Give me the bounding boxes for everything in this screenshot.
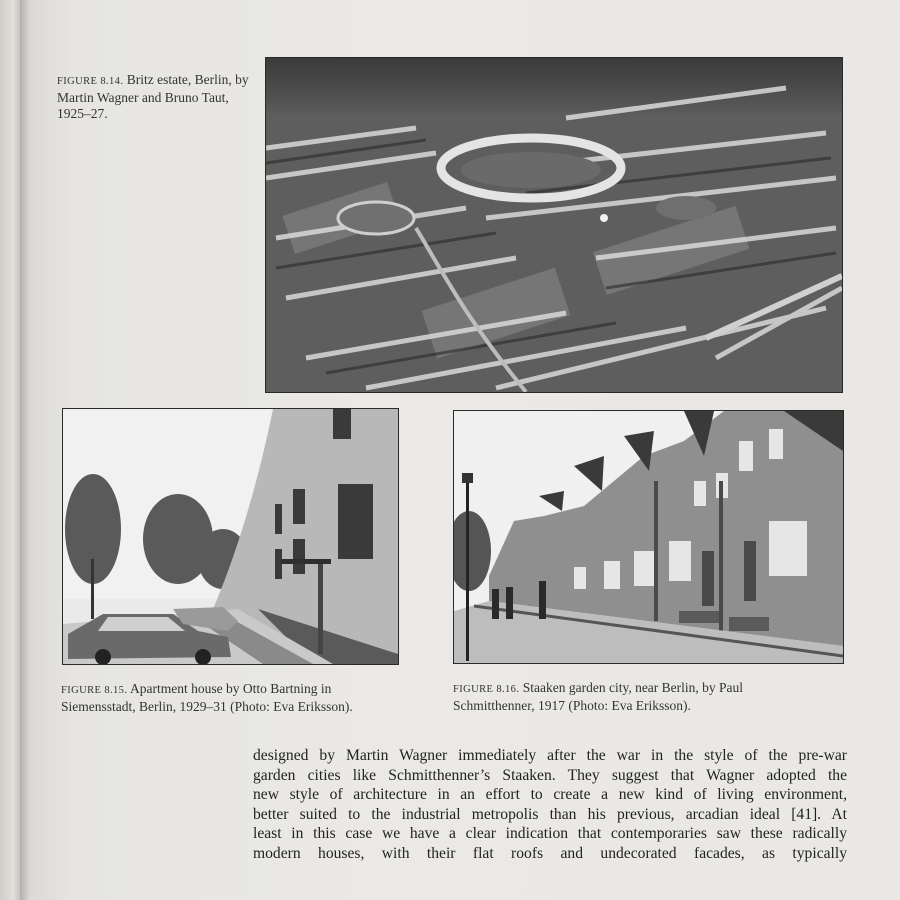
figure-8-14-caption	[57, 72, 257, 122]
body-text-line: new style of architecture in an effort to create a new kind of living environment,	[253, 786, 847, 803]
figure-label: FIGURE 8.16.	[453, 684, 520, 695]
figure-8-16-photo-staaken-garden-city	[453, 410, 844, 664]
figure-caption-text: Staaken garden city, near Berlin, by Paul Schmitthenner, 1917 (Photo: Eva Eriksson).	[453, 680, 744, 713]
body-text-line: garden cities like Schmitthenner’s Staaken. They suggest that Wagner adopted the	[253, 766, 847, 784]
previous-page-edge	[0, 0, 22, 900]
page-gutter-shadow	[20, 0, 30, 900]
body-text-line: designed by Martin Wagner immediately after the war in the style of the pre-war	[253, 747, 847, 764]
figure-8-14-photo-aerial-estate	[265, 57, 843, 393]
body-text-line: modern houses, with their flat roofs and undecorated facades, as typically	[253, 844, 847, 862]
figure-caption-text: Apartment house by Otto Bartning in Siemensstadt, Berlin, 1929–31 (Photo: Eva Eriksson).	[61, 681, 353, 714]
body-text-line: better suited to the industrial metropolis than his previous, arcadian ideal [41]. At	[253, 805, 847, 823]
figure-8-15-photo-apartment-house	[62, 408, 399, 665]
figure-caption-text: Britz estate, Berlin, by Martin Wagner and Bruno Taut, 1925–27.	[57, 72, 249, 121]
figure-label: FIGURE 8.14.	[57, 76, 124, 87]
figure-8-15-caption	[61, 681, 406, 715]
body-text-line: least in this case we have a clear indication that contemporaries saw these radically	[253, 825, 847, 842]
body-paragraph	[253, 746, 847, 863]
figure-label: FIGURE 8.15.	[61, 685, 128, 696]
figure-8-16-caption	[453, 680, 813, 714]
